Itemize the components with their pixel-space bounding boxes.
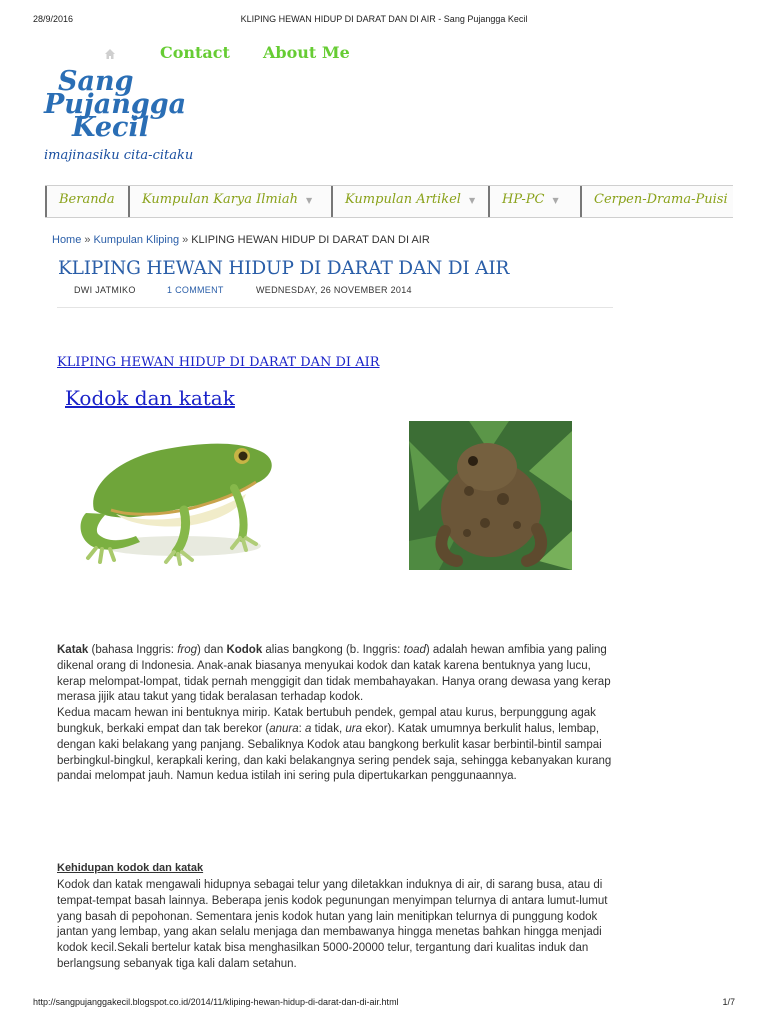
breadcrumb-current: KLIPING HEWAN HIDUP DI DARAT DAN DI AIR <box>191 234 430 246</box>
site-tagline: imajinasiku cita-citaku <box>44 148 194 163</box>
post-comments-link[interactable]: 1 COMMENT <box>167 285 224 295</box>
life-paragraph <box>57 878 617 973</box>
text-run: ekor). Katak umumnya berkulit halus, lembap, dengan kaki belakang yang panjang. Sebaliknya Kodok atau bangkong berkulit kasar berbintil-bintil sampai berbingkul-bingkul, kerapkali kering, dan kaki belakangnya sering pendek saja, sehingga kebanyakan kurang pandai melompat jauh. Namun kedua istilah ini sering pula dipertukarkan penggunaannya. <box>57 722 612 783</box>
sub-heading: Kehidupan kodok dan katak <box>57 862 204 874</box>
text-run: Kodok dan katak mengawali hidupnya sebagai telur yang diletakkan induknya di air, di sarang busa, atau di tempat-tempat basah lainnya. Beberapa jenis kodok pegunungan menyimpan telurnya di antara lumut-lumut yang basah di pepohonan. Sementara jenis kodok hutan yang lain menitipkan telurnya di punggung kodok jantan yang lembap, yang akan selalu menjaga dan membawanya hingga menetas bahkan hingga menjadi kodok kecil.Sekali bertelur katak bisa menghasilkan 5000-20000 telur, tergantung dari kualitas induk dan berlangsung sebanyak tiga kali dalam setahun. <box>57 879 608 970</box>
nav-item-label: HP-PC <box>502 192 545 207</box>
post-title[interactable]: KLIPING HEWAN HIDUP DI DARAT DAN DI AIR <box>58 258 510 279</box>
frog-image <box>66 418 286 570</box>
divider <box>57 307 613 308</box>
toad-photo <box>409 421 572 570</box>
print-url: http://sangpujanggakecil.blogspot.co.id/2014/11/kliping-hewan-hidup-di-darat-dan-di-air.html <box>33 997 399 1007</box>
text-run: tidak, <box>311 722 346 735</box>
term-ura: ura <box>345 722 362 735</box>
frog-photo <box>66 418 286 570</box>
term-frog: frog <box>177 644 198 656</box>
post-date: WEDNESDAY, 26 NOVEMBER 2014 <box>256 285 412 295</box>
logo-line-3: Kecil <box>72 112 150 143</box>
logo-line-1: Sang <box>58 66 134 97</box>
chevron-down-icon: ▼ <box>468 196 476 205</box>
term-anura: anura <box>269 722 299 735</box>
nav-item-hp-pc[interactable] <box>488 186 580 217</box>
breadcrumb-category[interactable]: Kumpulan Kliping <box>93 234 180 246</box>
nav-item-karya-ilmiah[interactable] <box>128 186 331 217</box>
nav-item-artikel[interactable] <box>331 186 488 217</box>
nav-item-label: Kumpulan Karya Ilmiah <box>142 192 299 207</box>
term-toad: toad <box>403 644 426 656</box>
logo-line-2: Pujangga <box>44 89 187 120</box>
print-date: 28/9/2016 <box>33 14 74 24</box>
print-footer <box>0 997 768 1011</box>
toad-image <box>409 421 572 570</box>
text-run: alias bangkong (b. Inggris: <box>262 644 404 656</box>
nav-item-label: Beranda <box>59 192 115 207</box>
text-run: : <box>298 722 306 735</box>
breadcrumb-home[interactable]: Home <box>52 234 82 246</box>
nav-item-label: Kumpulan Artikel <box>345 192 461 207</box>
nav-item-label: Cerpen-Drama-Puisi <box>594 192 728 207</box>
nav-item-cerpen[interactable] <box>580 186 733 217</box>
term-kodok: Kodok <box>226 644 263 656</box>
breadcrumb-separator: » <box>84 234 91 246</box>
term-a: a <box>305 722 312 735</box>
print-title: KLIPING HEWAN HIDUP DI DARAT DAN DI AIR - Sang Pujangga Kecil <box>240 14 528 24</box>
nav-item-beranda[interactable] <box>45 186 128 217</box>
breadcrumb-separator: » <box>182 234 189 246</box>
site-logo[interactable] <box>44 68 224 143</box>
contact-link[interactable]: Contact <box>160 43 230 62</box>
text-run: (bahasa Inggris: <box>88 644 178 656</box>
print-page-number: 1/7 <box>722 997 735 1007</box>
intro-paragraph <box>57 643 617 785</box>
home-icon[interactable] <box>104 48 116 60</box>
chevron-down-icon: ▼ <box>306 196 313 205</box>
post-author[interactable]: DWI JATMIKO <box>74 285 136 295</box>
text-run: Kedua macam hewan ini bentuknya mirip. Katak bertubuh pendek, gempal atau kurus, berpunggung agak bungkuk, berkaki empat dan tak berekor ( <box>57 707 596 735</box>
main-nav <box>45 185 733 218</box>
section-title[interactable]: Kodok dan katak <box>65 386 235 410</box>
text-run: ) dan <box>197 644 227 656</box>
term-katak: Katak <box>57 644 89 656</box>
chevron-down-icon: ▼ <box>552 196 559 205</box>
about-me-link[interactable]: About Me <box>263 43 350 62</box>
breadcrumb <box>52 234 430 246</box>
post-subtitle[interactable]: KLIPING HEWAN HIDUP DI DARAT DAN DI AIR <box>57 355 380 370</box>
text-run: ) adalah hewan amfibia yang paling dikenal orang di Indonesia. Anak-anak biasanya menyukai kodok dan katak karena bentuknya yang lucu, kerap melompat-lompat, tidak pernah menggigit dan tidak membahayakan. Hanya orang dewasa yang kerap merasa jijik atau takut yang tidak beralasan terhadap kodok. <box>57 644 611 704</box>
print-header <box>0 14 768 28</box>
